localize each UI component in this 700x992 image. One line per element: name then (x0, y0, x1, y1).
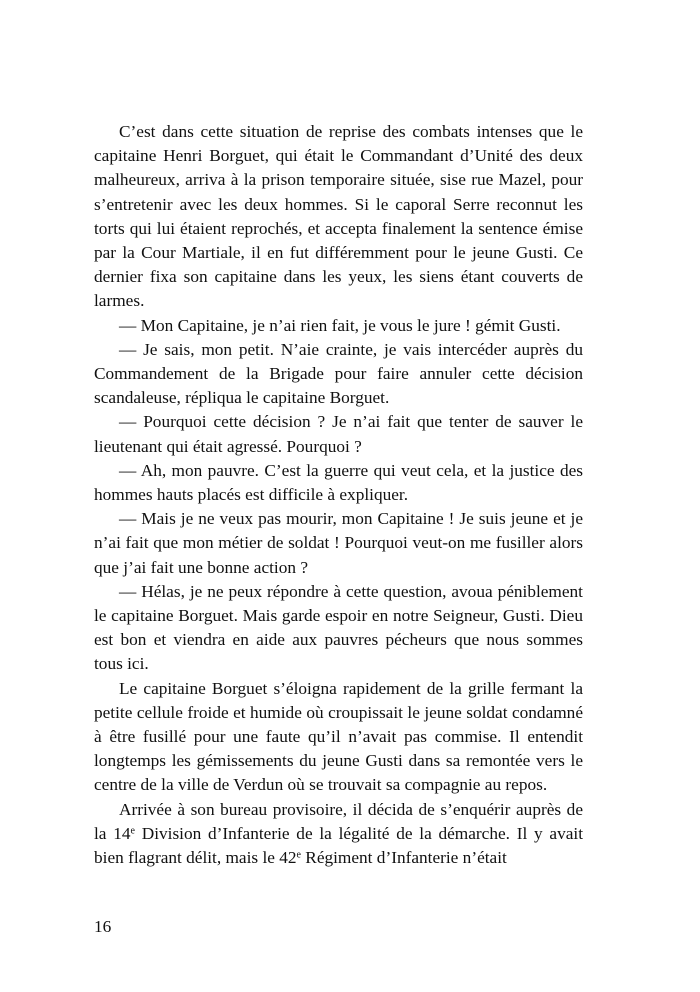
page-body (94, 120, 583, 870)
paragraph-8: Le capitaine Borguet s’éloigna rapidement de la grille fermant la petite cellule froide et humide où croupissait le jeune soldat condamné à être fusillé pour une faute qu’il n’avait pas commise. Il entendit longtemps les gémissements du jeune Gusti dans sa remontée vers le centre de la ville de Verdun où se trouvait sa compagnie au repos. (94, 678, 583, 795)
paragraph-9-part-1: Arrivée à son bureau provisoire, il décida de s’enquérir auprès de la 14 (94, 799, 583, 843)
paragraph-6: — Mais je ne veux pas mourir, mon Capitaine ! Je suis jeune et je n’ai fait que mon métier de soldat ! Pourquoi veut-on me fusiller alors que j’ai fait une bonne action ? (94, 509, 583, 577)
paragraph-3: — Je sais, mon petit. N’aie crainte, je vais intercéder auprès du Commandement de la Brigade pour faire annuler cette décision scandaleuse, répliqua le capitaine Borguet. (94, 339, 583, 408)
paragraph-1: C’est dans cette situation de reprise des combats intenses que le capitaine Henri Borguet, qui était le Commandant d’Unité des deux malheureux, arriva à la prison temporaire située, sise rue Mazel, pour s’entretenir avec les deux hommes. Si le caporal Serre reconnut les torts qui lui étaient reprochés, et accepta finalement la sentence émise par la Cour Martiale, il en fut différemment pour le jeune Gusti. Ce dernier fixa son capitaine dans les yeux, les siens étant couverts de larmes. (94, 122, 583, 311)
superscript-ordinal-2: e (296, 849, 301, 861)
page-number: 16 (94, 917, 112, 936)
paragraph-7: — Hélas, je ne peux répondre à cette question, avoua péniblement le capitaine Borguet. Mais garde espoir en notre Seigneur, Gusti. Dieu est bon et viendra en aide aux pauvres pécheurs que nous sommes tous ici. (94, 581, 583, 674)
paragraph-9 (94, 798, 583, 871)
paragraph-5: — Ah, mon pauvre. C’est la guerre qui veut cela, et la justice des hommes hauts placés est difficile à expliquer. (94, 460, 583, 505)
paragraph-4: — Pourquoi cette décision ? Je n’ai fait que tenter de sauver le lieutenant qui était agressé. Pourquoi ? (94, 412, 583, 456)
paragraph-9-part-2: Division d’Infanterie de la légalité de la démarche. Il y avait bien flagrant délit, mais le 42 (94, 823, 583, 868)
paragraph-9-part-3: Régiment d’Infanterie n’était (300, 848, 507, 868)
superscript-ordinal-1: e (130, 825, 135, 837)
paragraph-2: — Mon Capitaine, je n’ai rien fait, je vous le jure ! gémit Gusti. (119, 315, 561, 335)
